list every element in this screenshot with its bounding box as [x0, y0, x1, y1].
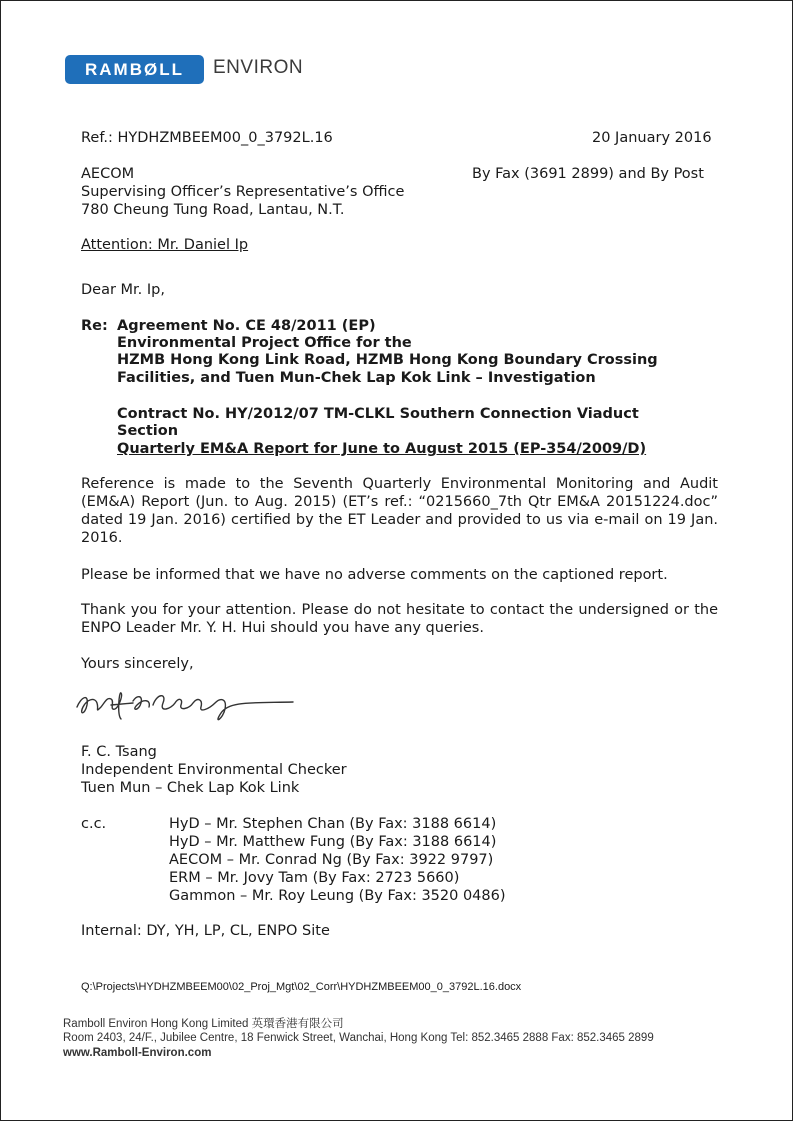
- footer-company: Ramboll Environ Hong Kong Limited 英環香港有限公司: [63, 1018, 344, 1030]
- subject-report-title: Quarterly EM&A Report for June to August 2015 (EP-354/2009/D): [117, 441, 647, 457]
- signer-project: Tuen Mun – Chek Lap Kok Link: [81, 780, 300, 796]
- cc-label: c.c.: [81, 816, 107, 832]
- body-paragraph-thanks: Thank you for your attention. Please do not hesitate to contact the undersigned or the ENPO Leader Mr. Y. H. Hui should you have any queries.: [81, 602, 718, 636]
- file-path: Q:\Projects\HYDHZMBEEM00\02_Proj_Mgt\02_Corr\HYDHZMBEEM00_0_3792L.16.docx: [81, 981, 522, 993]
- internal-distribution: Internal: DY, YH, LP, CL, ENPO Site: [81, 923, 330, 939]
- cc-recipient: AECOM – Mr. Conrad Ng (By Fax: 3922 9797): [169, 852, 494, 868]
- subject-office: Environmental Project Office for the: [117, 335, 412, 351]
- attention-line: Attention: Mr. Daniel Ip: [81, 237, 249, 253]
- environ-logo-text: ENVIRON: [213, 57, 304, 78]
- closing: Yours sincerely,: [81, 656, 194, 672]
- body-paragraph-no-comments: Please be informed that we have no adverse comments on the captioned report.: [81, 567, 668, 583]
- cc-recipient: ERM – Mr. Jovy Tam (By Fax: 2723 5660): [169, 870, 460, 886]
- subject-project-line2: Facilities, and Tuen Mun-Chek Lap Kok Link – Investigation: [117, 370, 596, 386]
- subject-re-label: Re:: [81, 318, 108, 334]
- subject-agreement: Agreement No. CE 48/2011 (EP): [117, 318, 376, 334]
- salutation: Dear Mr. Ip,: [81, 282, 165, 298]
- signer-name: F. C. Tsang: [81, 744, 157, 760]
- footer-website: www.Ramboll-Environ.com: [63, 1047, 212, 1059]
- subject-contract: Contract No. HY/2012/07 TM-CLKL Southern Connection Viaduct: [117, 406, 639, 422]
- ramboll-logo: RAMBØLL: [65, 55, 204, 84]
- recipient-office: Supervising Officer’s Representative’s Office: [81, 184, 405, 200]
- letter-date: 20 January 2016: [592, 130, 712, 146]
- delivery-method: By Fax (3691 2899) and By Post: [472, 166, 704, 182]
- subject-project-line1: HZMB Hong Kong Link Road, HZMB Hong Kong Boundary Crossing: [117, 352, 658, 368]
- cc-recipient: Gammon – Mr. Roy Leung (By Fax: 3520 0486): [169, 888, 506, 904]
- subject-contract-section: Section: [117, 423, 179, 439]
- recipient-address: 780 Cheung Tung Road, Lantau, N.T.: [81, 202, 345, 218]
- signer-title: Independent Environmental Checker: [81, 762, 347, 778]
- footer-address: Room 2403, 24/F., Jubilee Centre, 18 Fenwick Street, Wanchai, Hong Kong Tel: 852.3465 2888 Fax: 852.3465 2899: [63, 1032, 654, 1044]
- signature-image: [71, 685, 301, 731]
- cc-recipient: HyD – Mr. Stephen Chan (By Fax: 3188 6614): [169, 816, 497, 832]
- recipient-company: AECOM: [81, 166, 135, 182]
- cc-recipient: HyD – Mr. Matthew Fung (By Fax: 3188 6614): [169, 834, 497, 850]
- reference-number: Ref.: HYDHZMBEEM00_0_3792L.16: [81, 130, 333, 146]
- body-paragraph-reference: Reference is made to the Seventh Quarterly Environmental Monitoring and Audit (EM&A) Report (Jun. to Aug. 2015) (ET’s ref.: “0215660_7th Qtr EM&A 20151224.doc” dated 19 Jan. 2016) certified by the ET Leader and provided to us via e-mail on 19 Jan. 2016.: [81, 476, 718, 546]
